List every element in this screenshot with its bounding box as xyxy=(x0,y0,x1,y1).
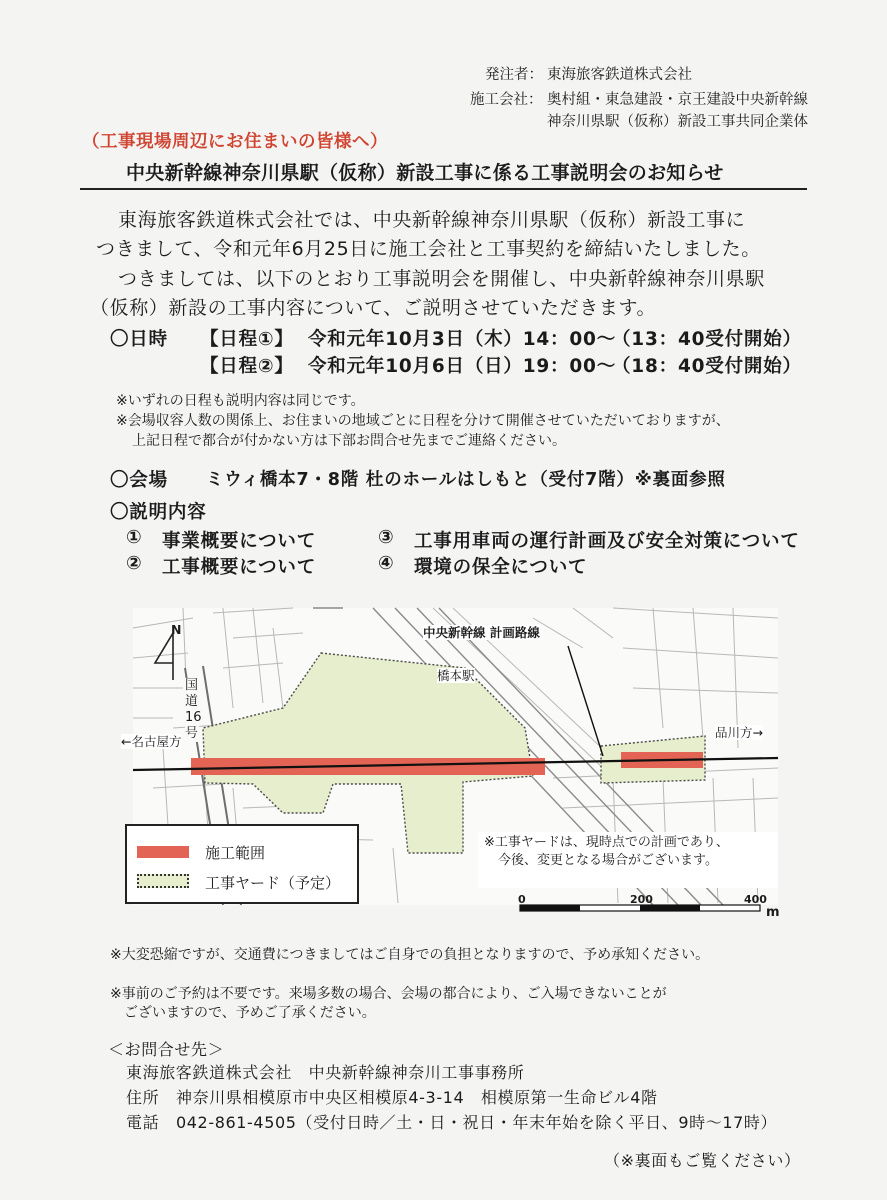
orderer-label: 発注者： xyxy=(485,67,543,83)
map-note-line-1: ※工事ヤードは、現時点での計画であり、 xyxy=(484,835,729,850)
scale-400: 400 xyxy=(744,893,767,906)
yard-area-west xyxy=(203,653,533,853)
map-scale-bar xyxy=(520,893,780,923)
content-item-3-num: ③ xyxy=(378,527,395,548)
contractor-label: 施工会社： xyxy=(470,92,543,108)
schedule-1-reception: （13：40受付開始） xyxy=(612,329,802,350)
page-title: 中央新幹線神奈川県駅（仮称）新設工事に係る工事説明会のお知らせ xyxy=(126,162,724,184)
legend-construction-label: 施工範囲 xyxy=(205,844,266,862)
orderer-name: 東海旅客鉄道株式会社 xyxy=(547,67,692,83)
content-item-4-text: 環境の保全について xyxy=(414,557,588,578)
schedule-1-name: 【日程①】 xyxy=(200,329,294,350)
contact-org: 東海旅客鉄道株式会社 中央新幹線神奈川工事事務所 xyxy=(126,1063,525,1082)
schedule-1-date: 令和元年10月3日（木）14：00～ xyxy=(308,329,617,350)
road-label: 国道16号 xyxy=(185,678,202,741)
content-item-3-text: 工事用車両の運行計画及び安全対策について xyxy=(414,531,800,552)
schedule-note-1: ※いずれの日程も説明内容は同じです。 xyxy=(116,393,365,409)
reservation-note-1: ※事前のご予約は不要です。来場多数の場合、会場の都合により、ご入場できないことが xyxy=(110,986,667,1002)
footer-see-back: （※裏面もご覧ください） xyxy=(604,1151,801,1170)
intro-line-3: つきましては、以下のとおり工事説明会を開催し、中央新幹線神奈川県駅 xyxy=(118,268,765,290)
transport-note: ※大変恐縮ですが、交通費につきましてはご自身での負担となりますので、予め承知ください。 xyxy=(110,947,710,963)
schedule-2-name: 【日程②】 xyxy=(200,356,294,377)
east-direction-label: 品川方→ xyxy=(715,725,763,740)
scale-0: 0 xyxy=(518,893,526,906)
content-item-2-num: ② xyxy=(126,553,143,574)
contact-address-label: 住所 xyxy=(126,1088,160,1107)
station-label: 橋本駅 xyxy=(437,668,475,683)
schedule-label: 〇日時 xyxy=(110,329,168,350)
schedule-note-2: ※会場収容人数の関係上、お住まいの地域ごとに日程を分けて開催させていただいておりますが、 xyxy=(116,413,730,429)
map-note-line-2: 今後、変更となる場合がございます。 xyxy=(498,853,718,868)
intro-line-1: 東海旅客鉄道株式会社では、中央新幹線神奈川県駅（仮称）新設工事に xyxy=(118,209,746,231)
map-legend xyxy=(125,824,359,904)
contractor-line-1: 奥村組・東急建設・京王建設中央新幹線 xyxy=(547,92,808,108)
contact-phone-label: 電話 xyxy=(126,1113,160,1132)
title-underline xyxy=(80,188,807,190)
route-label: 中央新幹線 計画路線 xyxy=(423,625,540,640)
west-direction-label: ←名古屋方 xyxy=(121,734,182,749)
content-label: 〇説明内容 xyxy=(110,502,207,523)
map-note xyxy=(478,832,778,888)
contact-phone: 042-861-4505（受付日時／土・日・祝日・年末年始を除く平日、9時～17時） xyxy=(176,1113,778,1132)
north-arrow-icon xyxy=(155,633,173,680)
schedule-note-3: 上記日程で都合が付かない方は下部お問合せ先までご連絡ください。 xyxy=(132,433,566,449)
intro-line-2: つきまして、令和元年6月25日に施工会社と工事契約を締結いたしました。 xyxy=(96,238,761,260)
legend-yard-swatch xyxy=(137,874,189,888)
content-item-4-num: ④ xyxy=(378,553,395,574)
north-label: N xyxy=(171,622,182,637)
reservation-note-2: ございますので、予めご了承ください。 xyxy=(124,1005,376,1021)
notice-audience-tag: （工事現場周辺にお住まいの皆様へ） xyxy=(82,132,388,152)
content-item-1-num: ① xyxy=(126,527,143,548)
schedule-2-date: 令和元年10月6日（日）19：00～ xyxy=(308,356,617,377)
intro-line-4: （仮称）新設の工事内容について、ご説明させていただきます。 xyxy=(90,297,657,319)
venue-label: 〇会場 xyxy=(110,470,168,491)
scale-unit: m xyxy=(766,905,780,920)
legend-construction-swatch xyxy=(137,846,189,858)
contact-heading: ＜お問合せ先＞ xyxy=(108,1040,225,1059)
content-item-2-text: 工事概要について xyxy=(162,557,317,578)
venue-text: ミウィ橋本7・8階 杜のホールはしもと（受付7階）※裏面参照 xyxy=(206,470,726,490)
schedule-2-reception: （18：40受付開始） xyxy=(612,356,802,377)
scale-200: 200 xyxy=(630,893,653,906)
legend-yard-label: 工事ヤード（予定） xyxy=(205,874,341,892)
contact-address: 神奈川県相模原市中央区相模原4-3-14 相模原第一生命ビル4階 xyxy=(176,1088,658,1107)
contractor-line-2: 神奈川県駅（仮称）新設工事共同企業体 xyxy=(547,114,808,130)
content-item-1-text: 事業概要について xyxy=(162,531,317,552)
